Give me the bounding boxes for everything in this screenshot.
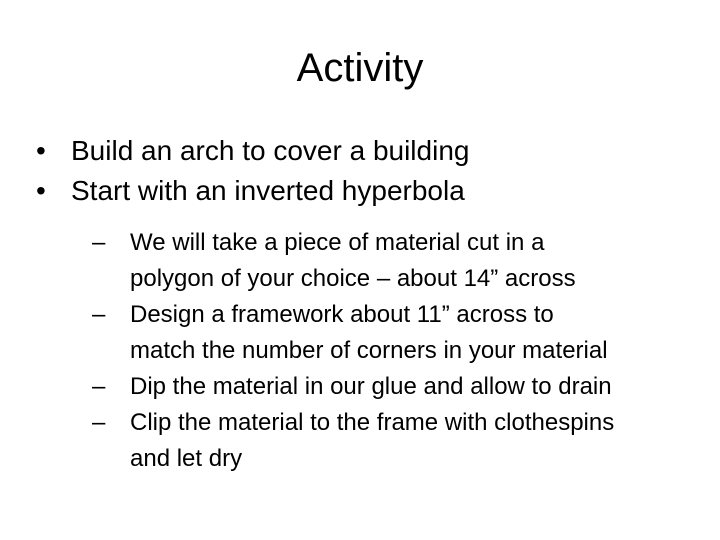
bullet-item [36, 131, 696, 171]
sub-bullet-item [92, 369, 702, 405]
sub-bullet-text: Dip the material in our glue and allow to drain [130, 373, 612, 400]
sub-bullet-item [92, 225, 702, 297]
sub-bullet-list [92, 225, 702, 477]
bullet-dot-icon: • [36, 175, 46, 206]
slide-title: Activity [296, 46, 424, 90]
sub-bullet-text: and let dry [130, 445, 243, 472]
dash-icon: – [92, 301, 106, 328]
bullet-text: Start with an inverted hyperbola [71, 175, 465, 206]
bullet-item [36, 171, 696, 211]
bullet-list [36, 131, 696, 211]
dash-icon: – [92, 373, 106, 400]
sub-bullet-text: match the number of corners in your material [130, 337, 608, 364]
bullet-text: Build an arch to cover a building [71, 135, 470, 166]
sub-bullet-text: Clip the material to the frame with clothespins [130, 409, 615, 436]
sub-bullet-text: We will take a piece of material cut in a [130, 229, 545, 256]
bullet-dot-icon: • [36, 135, 46, 166]
sub-bullet-item [92, 297, 702, 369]
dash-icon: – [92, 229, 106, 256]
sub-bullet-text: polygon of your choice – about 14” across [130, 265, 576, 292]
dash-icon: – [92, 409, 106, 436]
sub-bullet-item [92, 405, 702, 477]
sub-bullet-text: Design a framework about 11” across to [130, 301, 554, 328]
